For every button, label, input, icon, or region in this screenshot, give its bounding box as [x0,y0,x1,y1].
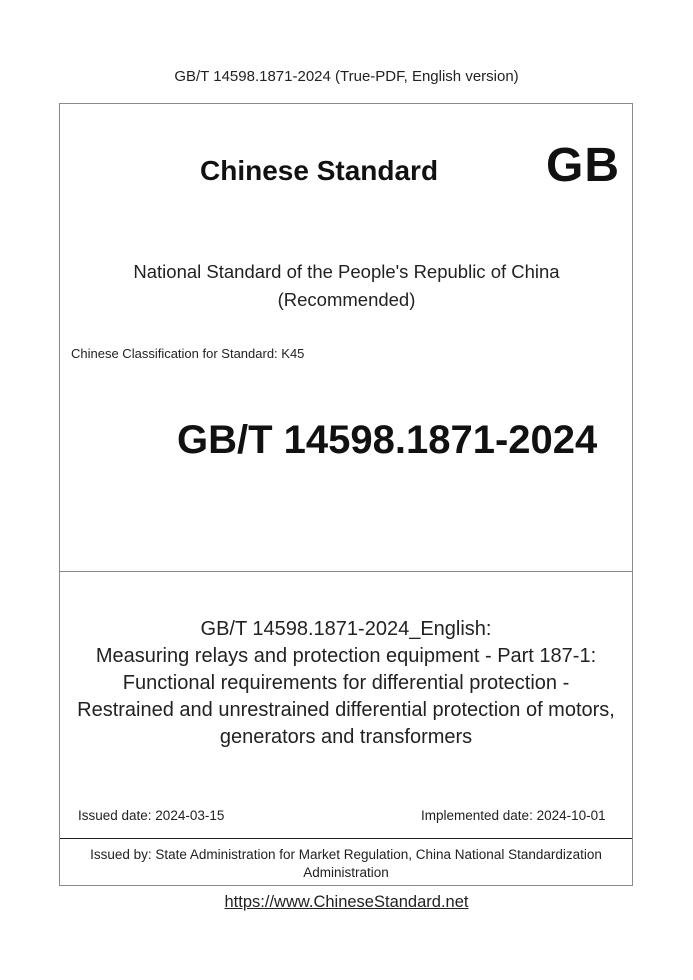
gb-mark: GB [546,139,620,192]
section-divider [60,571,632,572]
title-line: Functional requirements for differential protection - [122,672,570,694]
title-line: GB/T 14598.1871-2024_English: [200,618,492,640]
standard-number: GB/T 14598.1871-2024 [177,418,598,462]
title-line: Measuring relays and protection equipment - Part 187-1: [95,645,597,667]
cover-heading: Chinese Standard [200,155,439,186]
cover-frame [59,103,633,886]
national-standard-label [0,258,693,314]
implemented-date: Implemented date: 2024-10-01 [421,808,606,823]
document-caption: GB/T 14598.1871-2024 (True-PDF, English version) [174,68,519,85]
issuer-line: Administration [303,865,389,880]
issuer-statement [59,846,633,882]
standard-title [59,616,633,751]
issued-date: Issued date: 2024-03-15 [78,808,225,823]
website-link[interactable]: https://www.ChineseStandard.net [224,893,469,911]
national-standard-line: National Standard of the People's Republic of China [133,261,560,282]
title-line: Restrained and unrestrained differential protection of motors, [77,699,615,721]
footer [0,893,693,912]
recommended-line: (Recommended) [277,289,416,310]
classification-label: Chinese Classification for Standard: K45 [71,346,305,361]
issuer-divider [60,838,632,839]
issuer-line: Issued by: State Administration for Market Regulation, China National Standardization [90,847,602,862]
title-line: generators and transformers [219,726,473,748]
